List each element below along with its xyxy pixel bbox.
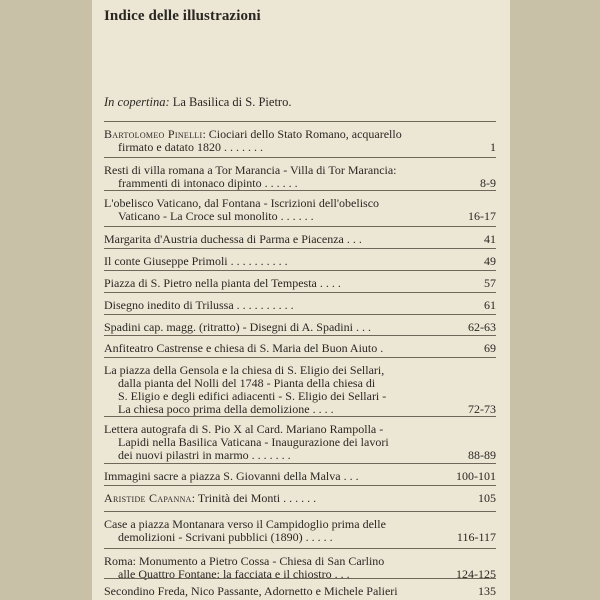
entry-text-line: Lettera autografa di S. Pio X al Card. Mariano Rampolla - xyxy=(104,422,384,436)
entry-divider xyxy=(104,578,496,579)
entry-page-number: 1 xyxy=(490,140,496,154)
entry-page-number: 105 xyxy=(478,491,496,505)
entry-divider xyxy=(104,190,496,191)
index-entry xyxy=(104,492,496,505)
entry-text-line: S. Eligio e degli edifici adiacenti - S. Eligio dei Sellari - xyxy=(118,389,387,403)
entry-divider xyxy=(104,511,496,512)
entry-text-line: Spadini cap. magg. (ritratto) - Disegni di A. Spadini . . . xyxy=(104,320,371,334)
entry-divider xyxy=(104,335,496,336)
entry-divider xyxy=(104,416,496,417)
entry-divider xyxy=(104,357,496,358)
entry-page-number: 49 xyxy=(484,254,496,268)
index-entry xyxy=(104,423,496,462)
entry-text-line: Bartolomeo Pinelli: Ciociari dello Stato Romano, acquarello xyxy=(104,127,402,141)
entry-text-line: Aristide Capanna: Trinità dei Monti . . . . . . xyxy=(104,491,317,505)
entry-page-number: 62-63 xyxy=(468,320,496,334)
entry-text-line: firmato e datato 1820 . . . . . . . xyxy=(118,140,263,154)
index-entry xyxy=(104,197,496,223)
cover-caption xyxy=(104,95,291,110)
entry-text-line: La chiesa poco prima della demolizione . . . . xyxy=(118,402,334,416)
index-entry xyxy=(104,255,496,268)
index-entry xyxy=(104,128,496,154)
entry-text-line: Vaticano - La Croce sul monolito . . . . . . xyxy=(118,209,314,223)
entry-page-number: 16-17 xyxy=(468,209,496,223)
index-entry xyxy=(104,233,496,246)
index-entry xyxy=(104,321,496,334)
entry-page-number: 69 xyxy=(484,341,496,355)
entry-text-line: Lapidi nella Basilica Vaticana - Inaugurazione dei lavori xyxy=(118,435,389,449)
entry-text-line: Il conte Giuseppe Primoli . . . . . . . . . . xyxy=(104,254,288,268)
entry-divider xyxy=(104,548,496,549)
entry-text-line: alle Quattro Fontane: la facciata e il chiostro . . . xyxy=(118,567,350,581)
entry-divider xyxy=(104,485,496,486)
entry-page-number: 72-73 xyxy=(468,402,496,416)
entry-page-number: 88-89 xyxy=(468,448,496,462)
entry-page-number: 8-9 xyxy=(480,176,496,190)
index-entry xyxy=(104,364,496,416)
entry-text-line: Resti di villa romana a Tor Marancia - Villa di Tor Marancia: xyxy=(104,163,397,177)
entry-text-line: Margarita d'Austria duchessa di Parma e Piacenza . . . xyxy=(104,232,362,246)
entry-divider xyxy=(104,314,496,315)
index-entry xyxy=(104,164,496,190)
entry-divider xyxy=(104,270,496,271)
entry-text-line: Piazza di S. Pietro nella pianta del Tempesta . . . . xyxy=(104,276,341,290)
book-page xyxy=(92,0,510,600)
entry-text-line: dalla pianta del Nolli del 1748 - Pianta della chiesa di xyxy=(118,376,376,390)
entry-page-number: 116-117 xyxy=(456,530,496,544)
entry-page-number: 124-125 xyxy=(456,567,496,581)
index-entry xyxy=(104,585,496,598)
entry-text-line: Anfiteatro Castrense e chiesa di S. Maria del Buon Aiuto . xyxy=(104,341,384,355)
entry-divider xyxy=(104,226,496,227)
entry-divider xyxy=(104,121,496,122)
entry-text-line: L'obelisco Vaticano, dal Fontana - Iscrizioni dell'obelisco xyxy=(104,196,380,210)
entry-page-number: 135 xyxy=(478,584,496,598)
entry-page-number: 100-101 xyxy=(456,469,496,483)
entry-text-line: demolizioni - Scrivani pubblici (1890) . . . . . xyxy=(118,530,333,544)
entry-text-line: Immagini sacre a piazza S. Giovanni della Malva . . . xyxy=(104,469,359,483)
entry-page-number: 57 xyxy=(484,276,496,290)
index-entry xyxy=(104,518,496,544)
entry-text-line: Secondino Freda, Nico Passante, Adornetto e Michele Palieri xyxy=(104,584,398,598)
index-entry xyxy=(104,470,496,483)
entry-text-line: La piazza della Gensola e la chiesa di S. Eligio dei Sellari, xyxy=(104,363,385,377)
entry-divider xyxy=(104,292,496,293)
entry-text-line: Case a piazza Montanara verso il Campidoglio prima delle xyxy=(104,517,386,531)
entry-divider xyxy=(104,463,496,464)
entry-text-line: dei nuovi pilastri in marmo . . . . . . . xyxy=(118,448,291,462)
entry-divider xyxy=(104,248,496,249)
cover-text: La Basilica di S. Pietro. xyxy=(172,95,292,109)
entry-page-number: 61 xyxy=(484,298,496,312)
entry-page-number: 41 xyxy=(484,232,496,246)
entry-text-line: Roma: Monumento a Pietro Cossa - Chiesa di San Carlino xyxy=(104,554,385,568)
index-entry xyxy=(104,277,496,290)
page-title: Indice delle illustrazioni xyxy=(104,8,261,24)
index-entry xyxy=(104,342,496,355)
entry-divider xyxy=(104,157,496,158)
entry-text-line: frammenti di intonaco dipinto . . . . . . xyxy=(118,176,298,190)
index-entry xyxy=(104,299,496,312)
entry-text-line: Disegno inedito di Trilussa . . . . . . . . . . xyxy=(104,298,294,312)
cover-label: In copertina: xyxy=(104,95,170,109)
